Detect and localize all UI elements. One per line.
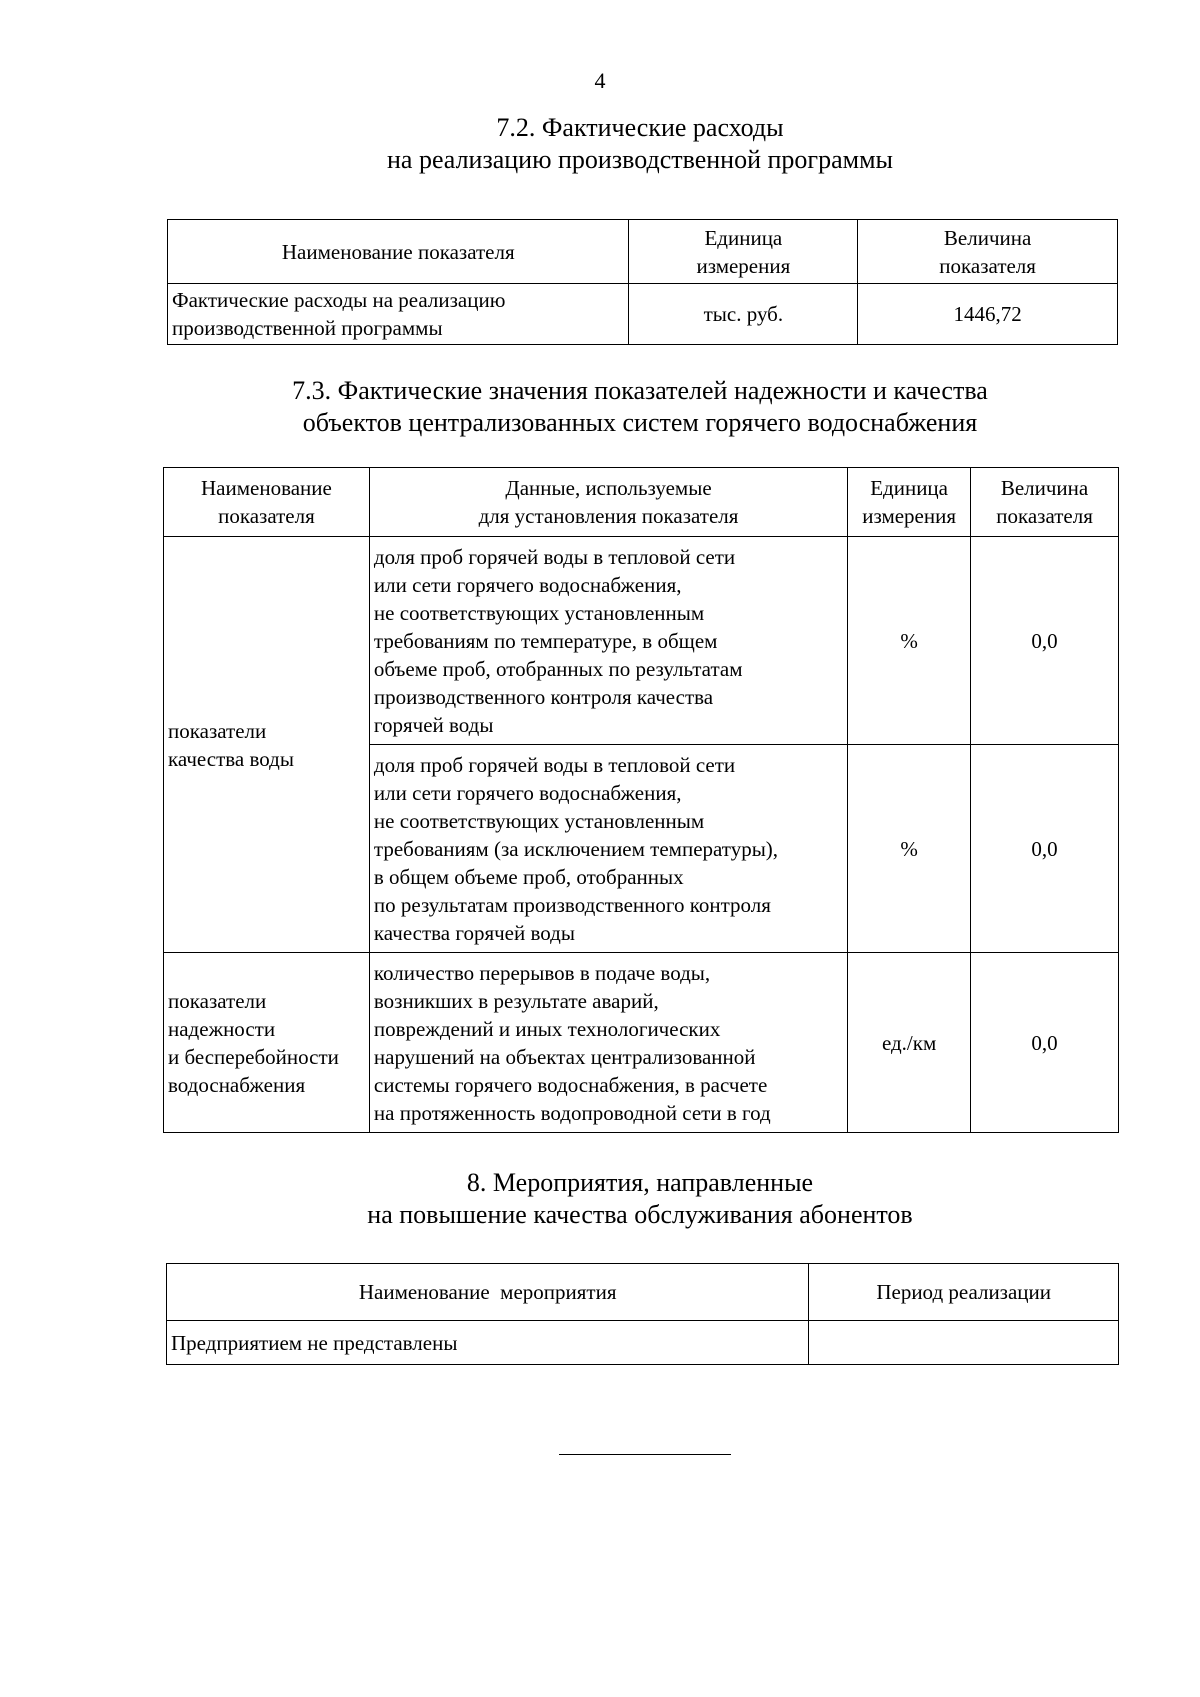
header-unit: Единица измерения: [629, 220, 858, 284]
row-unit: %: [848, 537, 971, 745]
section-7-3-title: [0, 375, 1200, 439]
group-name-water-quality: показатели качества воды: [164, 537, 370, 953]
row-value: 0,0: [971, 953, 1119, 1133]
header-period: Период реализации: [809, 1264, 1119, 1321]
header-name: Наименование показателя: [168, 220, 629, 284]
title-line: на реализацию производственной программы: [386, 145, 893, 174]
title-line: 8. Мероприятия, направленные: [466, 1168, 814, 1197]
measures-table: [166, 1263, 1119, 1365]
row-unit: ед./км: [848, 953, 971, 1133]
table-header-row: [164, 468, 1119, 537]
table-row: [164, 953, 1119, 1133]
header-name: Наименование показателя: [164, 468, 370, 537]
row-value: 0,0: [971, 745, 1119, 953]
table-row: [167, 1321, 1119, 1365]
header-unit: Единица измерения: [848, 468, 971, 537]
row-name: Предприятием не представлены: [167, 1321, 809, 1365]
row-value: 1446,72: [858, 284, 1118, 345]
table-header-row: [168, 220, 1118, 284]
row-name: Фактические расходы на реализацию производственной программы: [168, 284, 629, 345]
title-line: на повышение качества обслуживания абонентов: [367, 1200, 913, 1229]
header-name: Наименование мероприятия: [167, 1264, 809, 1321]
row-value: 0,0: [971, 537, 1119, 745]
page-number: 4: [594, 68, 606, 93]
title-line: 7.2. Фактические расходы: [496, 113, 784, 142]
table-row: [164, 537, 1119, 745]
row-unit: тыс. руб.: [629, 284, 858, 345]
row-unit: %: [848, 745, 971, 953]
end-separator-line: [559, 1454, 731, 1455]
header-data: Данные, используемые для установления показателя: [369, 468, 847, 537]
row-data: доля проб горячей воды в тепловой сети или сети горячего водоснабжения, не соответствующих установленным требованиям (за исключением температуры), в общем объеме проб, отобранных по результатам производственного контроля качества горячей воды: [369, 745, 847, 953]
table-header-row: [167, 1264, 1119, 1321]
section-8-title: [0, 1167, 1200, 1231]
costs-table: [167, 219, 1118, 345]
group-name-reliability: показатели надежности и бесперебойности водоснабжения: [164, 953, 370, 1133]
header-value: Величина показателя: [971, 468, 1119, 537]
quality-table: [163, 467, 1119, 1133]
header-value: Величина показателя: [858, 220, 1118, 284]
row-data: количество перерывов в подаче воды, возникших в результате аварий, повреждений и иных технологических нарушений на объектах централизованной системы горячего водоснабжения, в расчете на протяженность водопроводной сети в год: [369, 953, 847, 1133]
section-7-2-title: [0, 112, 1200, 176]
table-row: [168, 284, 1118, 345]
title-line: 7.3. Фактические значения показателей надежности и качества: [292, 376, 988, 405]
row-period: [809, 1321, 1119, 1365]
row-data: доля проб горячей воды в тепловой сети или сети горячего водоснабжения, не соответствующих установленным требованиям по температуре, в общем объеме проб, отобранных по результатам производственного контроля качества горячей воды: [369, 537, 847, 745]
title-line: объектов централизованных систем горячего водоснабжения: [302, 408, 978, 437]
